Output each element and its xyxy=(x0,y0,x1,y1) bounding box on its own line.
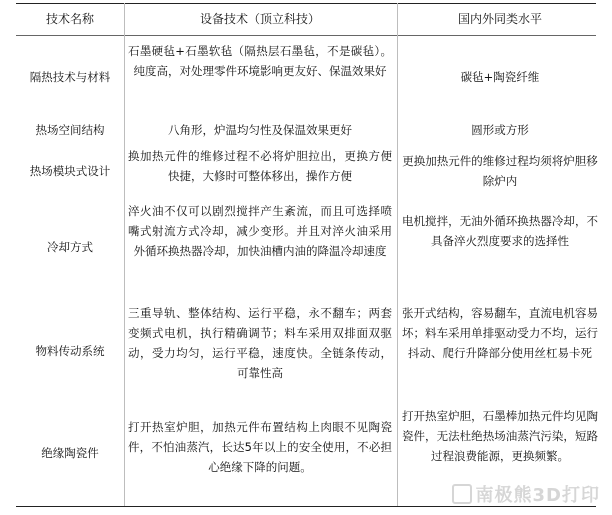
bear-logo-icon xyxy=(452,484,472,504)
row-equipment: 石墨硬毡+石墨软毡（隔热层石墨毡，不是碳毡）。纯度高，对处理零件环境影响更友好、保温效果好 xyxy=(128,44,392,78)
column-divider xyxy=(397,3,398,506)
header-tech-name: 技术名称 xyxy=(45,12,94,26)
row-peer: 打开热室炉胆，石墨棒加热元件均见陶瓷件，无法杜绝热场油蒸汽污染，短路过程浪费能源，更换频繁。 xyxy=(402,409,598,463)
row-peer: 碳毡+陶瓷纤维 xyxy=(460,70,540,84)
row-name: 绝缘陶瓷件 xyxy=(41,446,99,460)
row-equipment: 淬火油不仅可以剧烈搅拌产生紊流，而且可选择喷嘴式射流方式冷却，减少变形。并且对淬火油采用外循环换热器冷却，加快油槽内油的降温冷却速度 xyxy=(128,204,392,258)
row-peer: 更换加热元件的维修过程均须将炉胆移除炉内 xyxy=(402,154,598,188)
source-watermark xyxy=(452,481,600,507)
row-equipment: 三重导轨、整体结构、运行平稳，永不翻车；两套变频式电机，执行精确调节；料车采用双排面双驱动，受力均匀，运行平稳，速度快。全链条传动，可靠性高 xyxy=(128,306,392,380)
table-header-rule xyxy=(16,35,596,36)
row-equipment: 换加热元件的维修过程不必将炉胆拉出，更换方便快捷，大修时可整体移出，操作方便 xyxy=(128,149,392,183)
row-name: 冷却方式 xyxy=(47,240,93,254)
row-name: 物料传动系统 xyxy=(35,344,105,358)
row-equipment: 八角形，炉温均匀性及保温效果更好 xyxy=(168,123,352,137)
row-peer: 圆形或方形 xyxy=(471,123,529,137)
header-equipment-tech: 设备技术（顶立科技） xyxy=(199,12,320,26)
row-name: 隔热技术与材料 xyxy=(29,70,111,84)
row-peer: 电机搅拌，无油外循环换热器冷却，不具备淬火烈度要求的选择性 xyxy=(402,214,598,248)
comparison-table xyxy=(16,3,596,508)
watermark-text: 南极熊3D打印 xyxy=(475,485,600,506)
row-equipment: 打开热室炉胆，加热元件布置结构上肉眼不见陶瓷件，不怕油蒸汽，长达5年以上的安全使用，不必担心绝缘下降的问题。 xyxy=(128,420,392,474)
row-peer: 张开式结构，容易翻车，直流电机容易坏；料车采用单排驱动受力不均，运行抖动、爬行升降部分使用丝杠易卡死 xyxy=(402,306,598,360)
header-peer-level: 国内外同类水平 xyxy=(457,12,542,26)
row-name: 热场模块式设计 xyxy=(29,164,111,178)
table-top-rule xyxy=(16,3,596,4)
column-divider xyxy=(124,3,125,506)
row-name: 热场空间结构 xyxy=(35,123,105,137)
